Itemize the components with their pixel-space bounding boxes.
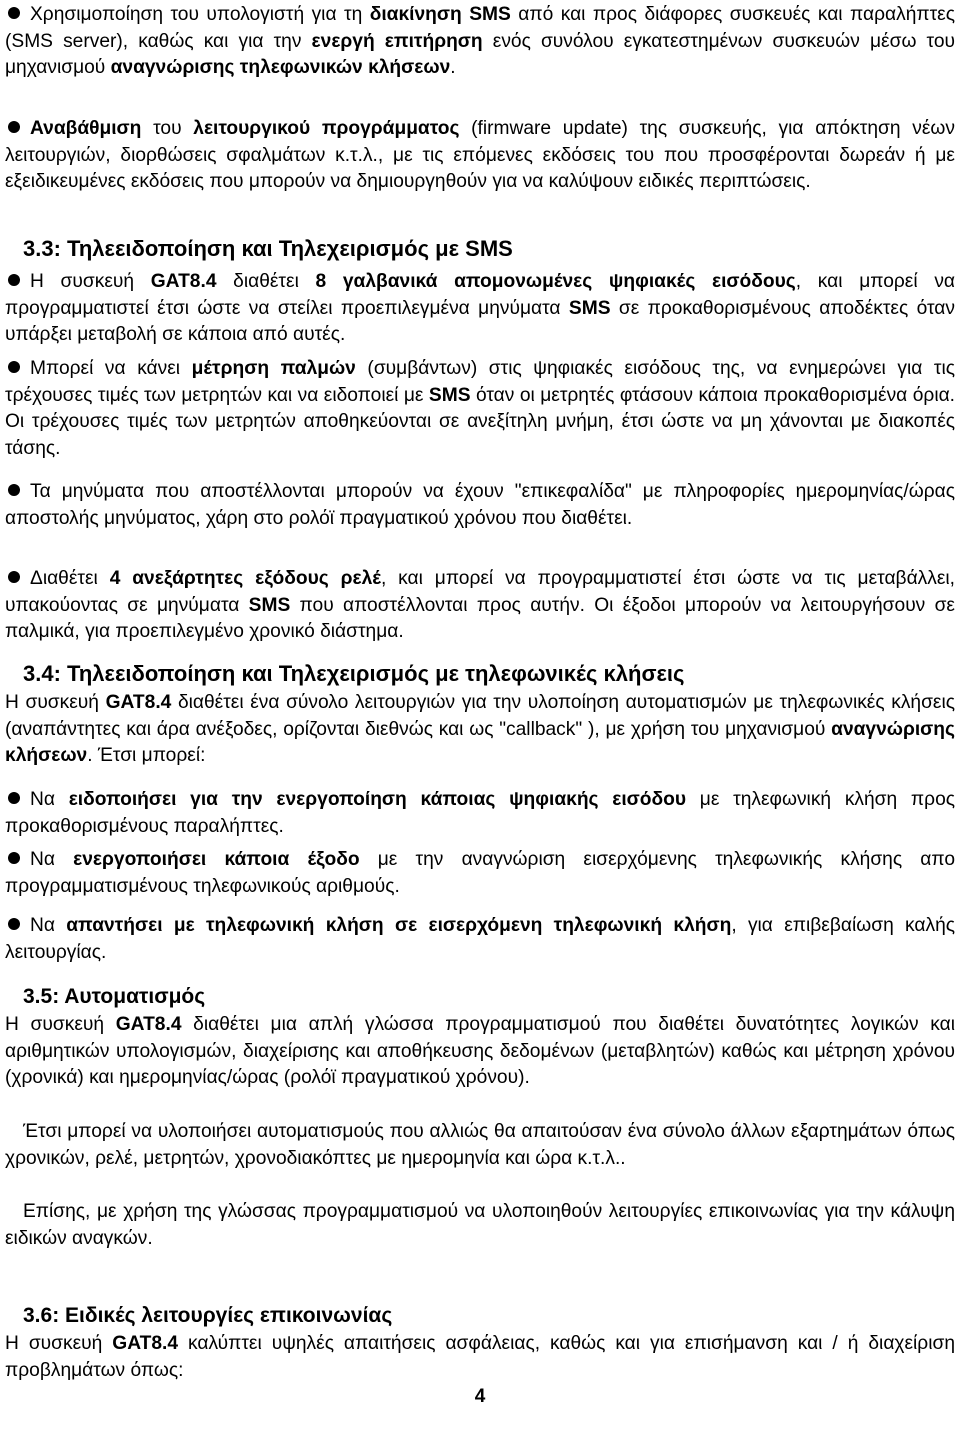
text-run: Να (30, 915, 67, 936)
heading-3-5: 3.5: Αυτοματισμός (23, 985, 206, 1008)
text-run: Τα μηνύματα που αποστέλλονται μπορούν να έχουν "επικεφαλίδα" με πληροφορίες ημερομηνίας/ώρας αποστολής μηνύματος, χάρη στο ρολόϊ πραγματικού χρόνου που διαθέτει. (5, 481, 955, 529)
text-run: Η συσκευή (5, 1333, 113, 1354)
text-run: Μπορεί να κάνει (30, 358, 192, 379)
text-run: Έτσι μπορεί να υλοποιήσει αυτοματισμούς που αλλιώς θα απαιτούσαν ένα σύνολο άλλων εξαρτημάτων όπως χρονικών, ρελέ, μετρητών, χρονοδιακόπτες με ημερομηνία και ώρα κ.τ.λ.. (5, 1121, 955, 1169)
text-run: Να (30, 849, 74, 870)
paragraph-special-communication (5, 1199, 955, 1252)
page-number: 4 (474, 1386, 486, 1407)
bold-text: διακίνηση SMS (369, 4, 511, 25)
heading-3-3: 3.3: Τηλεειδοποίηση και Τηλεχειρισμός με SMS (23, 236, 513, 261)
paragraph-automation-language (5, 1012, 955, 1092)
text-run: Χρησιμοποίηση του υπολογιστή για τη (30, 4, 370, 25)
bold-text: GAT8.4 (105, 692, 172, 713)
text-run: Η συσκευή (5, 1014, 116, 1035)
text-run: . Έτσι μπορεί: (87, 745, 206, 767)
text-run: διαθέτει μια απλή γλώσσα προγραμματισμού που διαθέτει δυνατότητες λογικών και αριθμητικών υπολογισμών, διαχείρισης και αποθήκευσης δεδομένων (μεταβλητών) καθώς και μέτρηση χρόνου (χρονικά) και ημερομηνίας/ώρας (ρολόϊ πραγματικού χρόνου). (5, 1014, 955, 1089)
bold-text: λειτουργικού προγράμματος (193, 118, 460, 139)
bold-text: μέτρηση παλμών (191, 358, 356, 379)
paragraph-automation-replacement (5, 1119, 955, 1172)
bullet-notify-input (5, 787, 955, 840)
text-run: (firmware update) της συσκευής, για απόκτηση νέων λειτουργιών, διορθώσεις σφαλμάτων κ.τ.λ., με τις επόμενες εκδόσεις του που προσφέρονται δωρεάν ή με εξειδικευμένες εκδόσεις που μπορούν να δημιουργηθούν για να καλύψουν ειδικές περιπτώσεις. (5, 118, 955, 193)
heading-3-4: 3.4: Τηλεειδοποίηση και Τηλεχειρισμός με τηλεφωνικές κλήσεις (23, 661, 685, 686)
bold-text: SMS (248, 594, 291, 616)
text-run: Η συσκευή (5, 692, 106, 713)
bullet-message-header (5, 479, 955, 532)
bullet-sms-server (5, 2, 955, 82)
text-run: . (450, 57, 456, 79)
text-run: από και προς διάφορες συσκευές και παραλήπτες (SMS server), καθώς και για την (5, 4, 955, 52)
bold-text: Αναβάθμιση (30, 118, 142, 139)
text-run: σε προκαθορισμένους αποδέκτες όταν υπάρξει μεταβολή σε κάποια από αυτές. (5, 297, 955, 346)
text-run: (συμβάντων) στις ψηφιακές εισόδους της, να ενημερώνει για τις τρέχουσες τιμές των μετρητών και να ειδοποιεί με (5, 358, 956, 406)
text-run: Επίσης, με χρήση της γλώσσας προγραμματισμού να υλοποιηθούν λειτουργίες επικοινωνίας για την κάλυψη ειδικών αναγκών. (5, 1201, 955, 1249)
text-run: διαθέτει (216, 271, 316, 292)
text-run: ενός συνόλου εγκατεστημένων συσκευών μέσω του μηχανισμού (5, 30, 956, 79)
text-run: , και μπορεί να προγραμματιστεί έτσι ώστε να τις μεταβάλλει, υπακούοντας σε μηνύματα (5, 568, 955, 616)
text-run: Να (30, 789, 69, 810)
paragraph-security-requirements (5, 1331, 955, 1384)
bullet-firmware-update (5, 116, 955, 196)
bold-text: 8 γαλβανικά απομονωμένες ψηφιακές εισόδους (315, 271, 796, 292)
text-run: Διαθέτει (30, 568, 110, 589)
bullet-answer-call (5, 913, 955, 966)
bold-text: αναγνώρισης τηλεφωνικών κλήσεων (110, 57, 451, 79)
text-run: όταν οι μετρητές φτάσουν κάποια προκαθορισμένα όρια. Οι τρέχουσες τιμές των μετρητών αποθηκεύονται σε ανεξίτηλη μνήμη, έτσι ώστε να μη χάνονται με διακοπές τάσης. (5, 384, 956, 459)
paragraph-callback-intro (5, 690, 955, 770)
text-run: , και μπορεί να προγραμματιστεί έτσι ώστε να στείλει προεπιλεγμένα μηνύματα (5, 271, 956, 319)
bold-text: SMS (428, 384, 471, 406)
bullet-relay-outputs (5, 566, 955, 646)
text-run: , για επιβεβαίωση καλής λειτουργίας. (5, 915, 956, 963)
text-run: με την αναγνώριση εισερχόμενης τηλεφωνικής κλήσης απο προγραμματισμένους τηλεφωνικούς αριθμούς. (5, 849, 956, 897)
bold-text: GAT8.4 (150, 271, 217, 292)
heading-3-6: 3.6: Ειδικές λειτουργίες επικοινωνίας (23, 1304, 393, 1327)
bold-text: απαντήσει με τηλεφωνική κλήση σε εισερχόμενη τηλεφωνική κλήση (66, 915, 732, 936)
bullet-activate-output (5, 847, 955, 900)
bullet-digital-inputs (5, 269, 955, 349)
bold-text: αναγνώρισης κλήσεων (5, 718, 955, 767)
bold-text: ειδοποιήσει για την ενεργοποίηση κάποιας ψηφιακής εισόδου (68, 789, 687, 810)
bullet-pulse-counting (5, 356, 955, 462)
bold-text: GAT8.4 (115, 1014, 182, 1035)
text-run: του (141, 118, 194, 139)
bold-text: 4 ανεξάρτητες εξόδους ρελέ (109, 568, 381, 589)
bold-text: ενεργοποιήσει κάποια έξοδο (73, 849, 360, 870)
bold-text: ενεργή επιτήρηση (311, 30, 483, 52)
text-run: καλύπτει υψηλές απαιτήσεις ασφάλειας, καθώς και για επισήμανση και / ή διαχείριση προβλημάτων όπως: (5, 1333, 955, 1381)
bold-text: GAT8.4 (112, 1333, 179, 1354)
text-run: διαθέτει ένα σύνολο λειτουργιών για την υλοποίηση αυτοματισμών με τηλεφωνικές κλήσεις (αναπάντητες και άρα ανέξοδες, ορίζονται διεθνώς και ως "callback" ), με χρήση του μηχανισμού (5, 692, 955, 740)
text-run: που αποστέλλονται προς αυτήν. Οι έξοδοι μπορούν να λειτουργήσουν σε παλμικά, για προεπιλεγμένο χρονικό διάστημα. (5, 594, 955, 643)
text-run: με τηλεφωνική κλήση προς προκαθορισμένους παραλήπτες. (5, 789, 955, 837)
bold-text: SMS (568, 297, 611, 319)
text-run: Η συσκευή (30, 271, 151, 292)
